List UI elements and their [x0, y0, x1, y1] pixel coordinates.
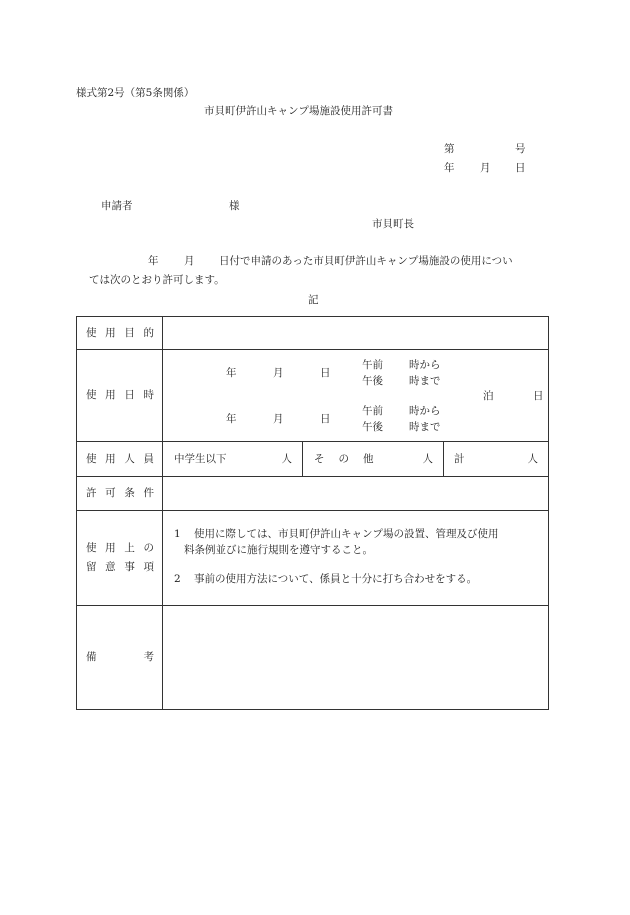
from-am: 午前: [362, 359, 383, 371]
row-remarks: [77, 606, 549, 710]
note-1-line2: 料条例並びに施行規則を遵守すること。: [184, 544, 373, 556]
to-pm: 午後: [362, 421, 383, 433]
label-people: 使 用 人 員: [77, 442, 163, 477]
document-title: 市貝町伊許山キャンプ場施設使用許可書: [204, 105, 393, 117]
doc-number-go: 号: [515, 143, 526, 155]
label-purpose: 使 用 目 的: [77, 317, 163, 350]
row-purpose: [77, 317, 549, 350]
to-am: 午前: [362, 405, 383, 417]
people-junior[interactable]: 中学生以下 人: [163, 442, 303, 477]
from-day: 日: [320, 367, 331, 379]
body-month: 月: [184, 255, 195, 267]
haku: 泊: [483, 390, 494, 402]
label-remarks: 備 考: [77, 606, 163, 710]
to-pm-suffix: 時まで: [409, 421, 441, 433]
note-2-number: 2: [174, 573, 181, 585]
to-am-suffix: 時から: [409, 405, 441, 417]
doc-date-month: 月: [480, 162, 491, 174]
row-notes: [77, 511, 549, 606]
body-year: 年: [148, 255, 159, 267]
notes-value: [163, 511, 549, 606]
from-am-suffix: 時から: [409, 359, 441, 371]
to-month: 月: [273, 413, 284, 425]
label-datetime: 使 用 日 時: [77, 350, 163, 442]
people-total[interactable]: 計 人: [444, 442, 549, 477]
label-conditions: 許 可 条 件: [77, 477, 163, 511]
form-number: 様式第2号（第5条関係）: [76, 87, 195, 99]
body-line1: 日付で申請のあった市貝町伊許山キャンプ場施設の使用につい: [219, 255, 513, 267]
permit-form-table: [76, 316, 549, 710]
note-1-number: 1: [174, 528, 181, 540]
row-people: [77, 442, 549, 477]
nichi: 日: [533, 390, 544, 402]
doc-number-dai: 第: [444, 143, 455, 155]
people-other[interactable]: そ の 他 人: [303, 442, 444, 477]
from-year: 年: [226, 367, 237, 379]
label-notes: 使 用 上 の 留 意 事 項: [77, 511, 163, 606]
to-year: 年: [226, 413, 237, 425]
from-pm: 午後: [362, 375, 383, 387]
note-1-line1: 使用に際しては、市貝町伊許山キャンプ場の設置、管理及び使用: [194, 528, 499, 540]
row-conditions: [77, 477, 549, 511]
datetime-value[interactable]: [163, 350, 549, 442]
doc-date-day: 日: [515, 162, 526, 174]
from-pm-suffix: 時まで: [409, 375, 441, 387]
doc-date-year: 年: [444, 162, 455, 174]
to-day: 日: [320, 413, 331, 425]
issuer: 市貝町長: [372, 218, 414, 230]
purpose-value[interactable]: [163, 317, 549, 350]
ki-marker: 記: [308, 294, 319, 306]
row-datetime: [77, 350, 549, 442]
from-month: 月: [273, 367, 284, 379]
applicant-label: 申請者: [101, 200, 133, 212]
conditions-value[interactable]: [163, 477, 549, 511]
note-2-text: 事前の使用方法について、係員と十分に打ち合わせをする。: [194, 573, 478, 585]
applicant-sama: 様: [229, 200, 240, 212]
remarks-value[interactable]: [163, 606, 549, 710]
body-line2: ては次のとおり許可します。: [89, 274, 225, 286]
